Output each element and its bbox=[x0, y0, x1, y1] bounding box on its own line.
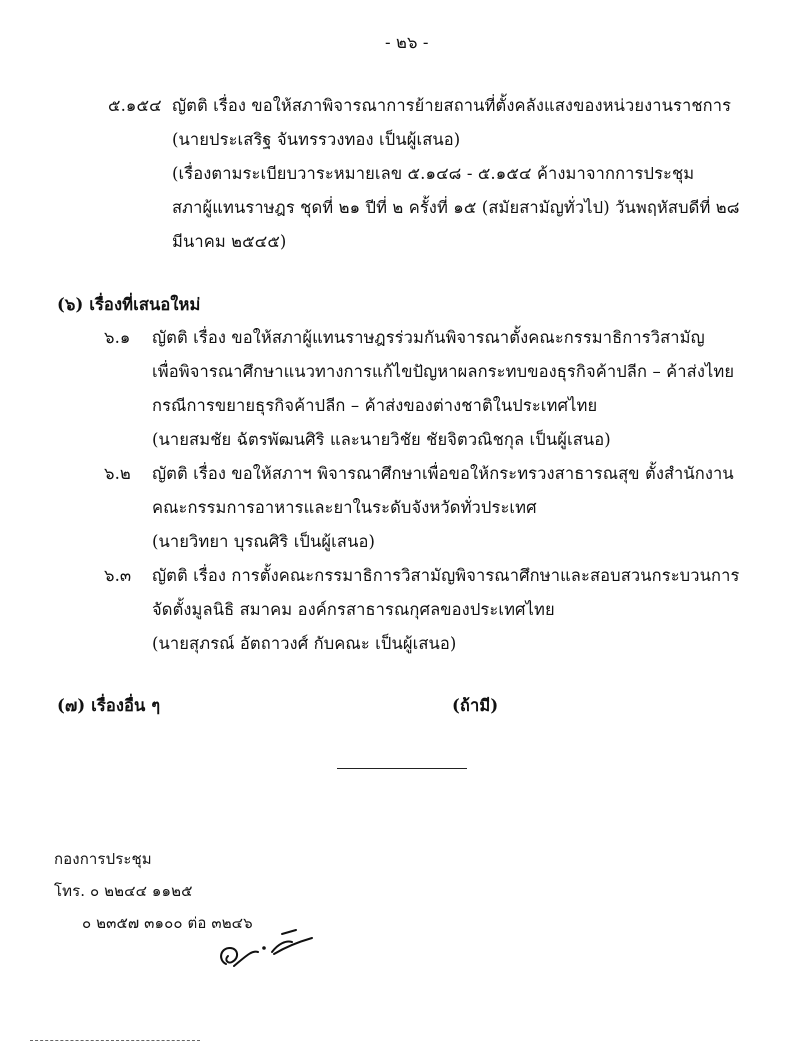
item-6-2-line-2: คณะกรรมการอาหารและยาในระดับจังหวัดทั่วประเทศ bbox=[152, 498, 537, 517]
item-6-2-title: ญัตติ เรื่อง ขอให้สภาฯ พิจารณาศึกษาเพื่อขอให้กระทรวงสาธารณสุข ตั้งสำนักงาน bbox=[152, 464, 734, 483]
footer-phone-2: ๐ ๒๓๕๗ ๓๑๐๐ ต่อ ๓๒๔๖ bbox=[82, 914, 253, 932]
footer-phone-1: โทร. ๐ ๒๒๔๔ ๑๑๒๕ bbox=[54, 882, 193, 900]
item-6-2-number: ๖.๒ bbox=[104, 464, 131, 483]
item-5-154-note-line-1: (เรื่องตามระเบียบวาระหมายเลข ๕.๑๔๘ - ๕.๑๕๔ ค้างมาจากการประชุม bbox=[172, 164, 695, 183]
section-7-note: (ถ้ามี) bbox=[452, 696, 499, 715]
section-7-heading: (๗) เรื่องอื่น ๆ bbox=[57, 696, 161, 715]
item-6-1-number: ๖.๑ bbox=[104, 328, 131, 347]
item-6-3-number: ๖.๓ bbox=[104, 566, 132, 585]
item-6-3-line-2: จัดตั้งมูลนิธิ สมาคม องค์กรสาธารณกุศลของประเทศไทย bbox=[152, 600, 555, 619]
item-6-1-proposer: (นายสมชัย ฉัตรพัฒนศิริ และนายวิชัย ชัยจิตวณิชกุล เป็นผู้เสนอ) bbox=[152, 430, 611, 449]
page-number: - ๒๖ - bbox=[385, 33, 429, 52]
item-6-1-line-2: เพื่อพิจารณาศึกษาแนวทางการแก้ไขปัญหาผลกระทบของธุรกิจค้าปลีก – ค้าส่งไทย bbox=[152, 362, 735, 381]
item-6-3-proposer: (นายสุภรณ์ อัตถาวงศ์ กับคณะ เป็นผู้เสนอ) bbox=[152, 634, 457, 653]
item-6-2-proposer: (นายวิทยา บุรณศิริ เป็นผู้เสนอ) bbox=[152, 532, 375, 551]
item-5-154-number: ๕.๑๕๔ bbox=[108, 96, 162, 115]
handwritten-signature-icon bbox=[212, 926, 322, 976]
item-5-154-proposer: (นายประเสริฐ จันทรรวงทอง เป็นผู้เสนอ) bbox=[172, 130, 461, 149]
footer-office: กองการประชุม bbox=[54, 850, 152, 868]
section-6-heading: (๖) เรื่องที่เสนอใหม่ bbox=[57, 295, 201, 314]
item-6-3-title: ญัตติ เรื่อง การตั้งคณะกรรมาธิการวิสามัญพิจารณาศึกษาและสอบสวนกระบวนการ bbox=[152, 566, 740, 585]
item-5-154-note-line-3: มีนาคม ๒๕๔๕) bbox=[172, 232, 287, 251]
item-5-154-title: ญัตติ เรื่อง ขอให้สภาพิจารณาการย้ายสถานที่ตั้งคลังแสงของหน่วยงานราชการ bbox=[172, 96, 732, 115]
item-6-1-line-3: กรณีการขยายธุรกิจค้าปลีก – ค้าส่งของต่างชาติในประเทศไทย bbox=[152, 396, 598, 415]
separator-line bbox=[337, 768, 467, 769]
item-6-1-title: ญัตติ เรื่อง ขอให้สภาผู้แทนราษฎรร่วมกันพิจารณาตั้งคณะกรรมาธิการวิสามัญ bbox=[152, 328, 705, 347]
item-5-154-note-line-2: สภาผู้แทนราษฎร ชุดที่ ๒๑ ปีที่ ๒ ครั้งที่ ๑๕ (สมัยสามัญทั่วไป) วันพฤหัสบดีที่ ๒๘ bbox=[172, 198, 740, 217]
scan-edge-line bbox=[30, 1040, 200, 1041]
